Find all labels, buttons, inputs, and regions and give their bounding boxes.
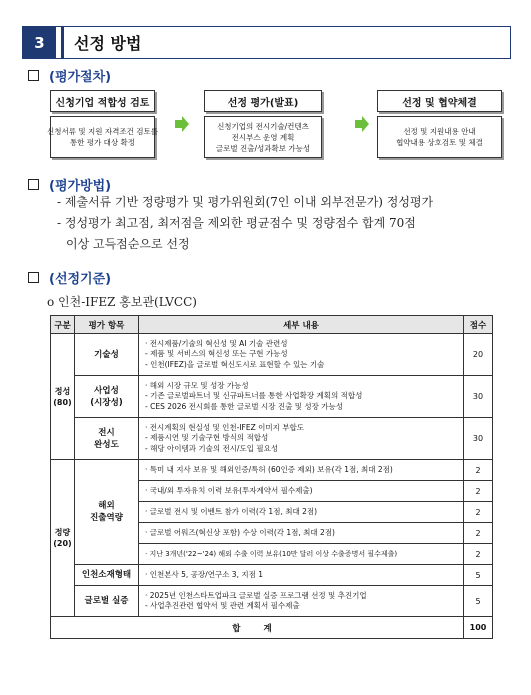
process-step-3 bbox=[377, 90, 502, 158]
section-header bbox=[22, 26, 511, 59]
category-points: (80) bbox=[53, 397, 72, 407]
detail-line: · 인천본사 5, 공장/연구소 3, 지점 1 bbox=[145, 569, 263, 579]
item-cell: 인천소재형태 bbox=[75, 565, 139, 586]
step-line: 전시부스 운영 계획 bbox=[231, 132, 295, 142]
detail-cell bbox=[139, 565, 464, 586]
section-number: 3 bbox=[23, 27, 56, 58]
item-cell bbox=[75, 418, 139, 460]
table-row bbox=[51, 334, 493, 376]
detail-cell bbox=[139, 502, 464, 523]
detail-cell bbox=[139, 544, 464, 565]
method-line-1: - 제출서류 기반 정량평가 및 평가위원회(7인 이내 외부전문가) 정성평가 bbox=[57, 195, 434, 209]
detail-cell bbox=[139, 376, 464, 418]
item-label: 기술성 bbox=[94, 349, 119, 360]
item-cell bbox=[75, 460, 139, 565]
header-item: 평가 항목 bbox=[75, 316, 139, 334]
item-label: 전시 bbox=[98, 427, 115, 438]
criteria-heading bbox=[28, 268, 111, 287]
step-line: 선정 및 지원내용 안내 bbox=[403, 127, 476, 136]
header-category: 구분 bbox=[51, 316, 75, 334]
score-cell: 2 bbox=[464, 502, 493, 523]
step-line: 협약내용 상호검토 및 체결 bbox=[396, 138, 483, 147]
category-qualitative bbox=[51, 334, 75, 460]
item-label: 완성도 bbox=[94, 439, 119, 450]
method-heading-text: (평가방법) bbox=[49, 179, 112, 194]
step-line: 글로벌 진출/성과확보 가능성 bbox=[215, 143, 311, 153]
score-cell: 2 bbox=[464, 523, 493, 544]
step-title: 신청기업 적합성 검토 bbox=[50, 90, 155, 112]
method-line-3: 이상 고득점순으로 선정 bbox=[66, 237, 190, 251]
criteria-table bbox=[50, 315, 493, 639]
checkbox-icon bbox=[28, 272, 39, 283]
detail-cell bbox=[139, 460, 464, 481]
detail-line: · 특미 내 지사 보유 및 해외인증/특허 (60인증 제외) 보유(각 1점, 최대 2점) bbox=[145, 464, 393, 474]
detail-line: - 기존 글로벌파트너 및 신규파트너를 통한 사업확장 계획의 적합성 bbox=[145, 391, 363, 401]
category-quantitative bbox=[51, 460, 75, 617]
step-line: 신청서류 및 지원 자격조건 검토를 bbox=[47, 127, 158, 136]
detail-cell bbox=[139, 586, 464, 617]
detail-line: · 지난 3개년('22~'24) 해외 수출 이력 보유(10만 달러 이상 수출증명서 필수제출) bbox=[145, 549, 398, 558]
item-label: 진출역량 bbox=[90, 513, 123, 523]
total-row bbox=[51, 617, 493, 639]
score-cell: 5 bbox=[464, 565, 493, 586]
step-title: 선정 및 협약체결 bbox=[377, 90, 502, 112]
step-body bbox=[47, 116, 158, 158]
detail-line: - 제품시연 및 기술구현 방식의 적합성 bbox=[145, 433, 269, 443]
step-title: 선정 평가(발표) bbox=[204, 90, 322, 112]
score-cell: 30 bbox=[464, 376, 493, 418]
item-cell bbox=[75, 376, 139, 418]
detail-cell bbox=[139, 481, 464, 502]
table-row bbox=[51, 565, 493, 586]
detail-line: · 해외 시장 규모 및 성장 가능성 bbox=[145, 380, 249, 390]
checkbox-icon bbox=[28, 179, 39, 190]
arrow-right-icon bbox=[175, 116, 189, 132]
venue-label: o 인천-IFEZ 홍보관(LVCC) bbox=[47, 295, 197, 309]
detail-cell bbox=[139, 334, 464, 376]
process-flow bbox=[47, 90, 510, 160]
table-row bbox=[51, 376, 493, 418]
process-heading bbox=[28, 66, 111, 85]
step-body bbox=[204, 116, 322, 158]
step-line: 통한 평가 대상 확정 bbox=[69, 138, 136, 147]
item-label: (시장성) bbox=[90, 397, 123, 408]
table-header-row bbox=[51, 316, 493, 334]
process-step-2 bbox=[204, 90, 322, 158]
process-heading-text: (평가절차) bbox=[49, 70, 112, 85]
step-line: 신청기업의 전시기술/컨텐츠 bbox=[217, 121, 309, 131]
step-body bbox=[377, 116, 502, 158]
detail-line: · 전시계획의 현실성 및 인천-IFEZ 이미지 부합도 bbox=[145, 422, 304, 432]
score-cell: 20 bbox=[464, 334, 493, 376]
table-row bbox=[51, 418, 493, 460]
score-cell: 2 bbox=[464, 544, 493, 565]
detail-cell bbox=[139, 523, 464, 544]
detail-line: · 전시제품/기술의 혁신성 및 AI 기술 관련성 bbox=[145, 338, 288, 348]
section-title: 선정 방법 bbox=[61, 27, 510, 58]
table-row bbox=[51, 586, 493, 617]
process-step-1 bbox=[47, 90, 158, 158]
header-score: 점수 bbox=[464, 316, 493, 334]
item-cell bbox=[75, 334, 139, 376]
checkbox-icon bbox=[28, 70, 39, 81]
score-cell: 30 bbox=[464, 418, 493, 460]
arrow-right-icon bbox=[355, 116, 369, 132]
category-label: 정량 bbox=[54, 528, 71, 537]
detail-line: - CES 2026 전시회를 통한 글로벌 시장 진출 및 성장 가능성 bbox=[145, 401, 344, 411]
detail-line: · 글로벌 어워즈(혁신상 포함) 수상 이력(각 1점, 최대 2점) bbox=[145, 527, 335, 537]
detail-line: - 해당 아이템과 기술의 전시/도입 필요성 bbox=[145, 443, 279, 453]
score-cell: 2 bbox=[464, 481, 493, 502]
category-label: 정성 bbox=[54, 386, 71, 396]
item-label: 해외 bbox=[98, 501, 115, 511]
detail-line: · 2025년 인천스타트업파크 글로벌 실증 프로그램 선정 및 추진기업 bbox=[145, 590, 367, 600]
item-cell: 글로벌 실증 bbox=[75, 586, 139, 617]
table-row bbox=[51, 460, 493, 481]
detail-line: - 사업추진관련 협약서 및 관련 계획서 필수제출 bbox=[145, 601, 300, 610]
header-detail: 세부 내용 bbox=[139, 316, 464, 334]
score-cell: 5 bbox=[464, 586, 493, 617]
category-points: (20) bbox=[53, 539, 72, 548]
total-score: 100 bbox=[464, 617, 493, 639]
item-label: 사업성 bbox=[94, 385, 119, 396]
detail-line: · 국내/외 투자유치 이력 보유(투자계약서 필수제출) bbox=[145, 485, 313, 495]
score-cell: 2 bbox=[464, 460, 493, 481]
criteria-heading-text: (선정기준) bbox=[49, 272, 112, 287]
detail-cell bbox=[139, 418, 464, 460]
detail-line: - 제품 및 서비스의 혁신성 또는 구현 가능성 bbox=[145, 349, 288, 359]
method-line-2: - 정성평가 최고점, 최저점을 제외한 평균점수 및 정량점수 합계 70점 bbox=[57, 216, 416, 230]
detail-line: - 인천(IFEZ)을 글로벌 혁신도시로 표현할 수 있는 기술 bbox=[145, 359, 325, 369]
detail-line: · 글로벌 전시 및 이벤트 참가 이력(각 1점, 최대 2점) bbox=[145, 506, 318, 516]
total-label: 합 계 bbox=[51, 617, 464, 639]
